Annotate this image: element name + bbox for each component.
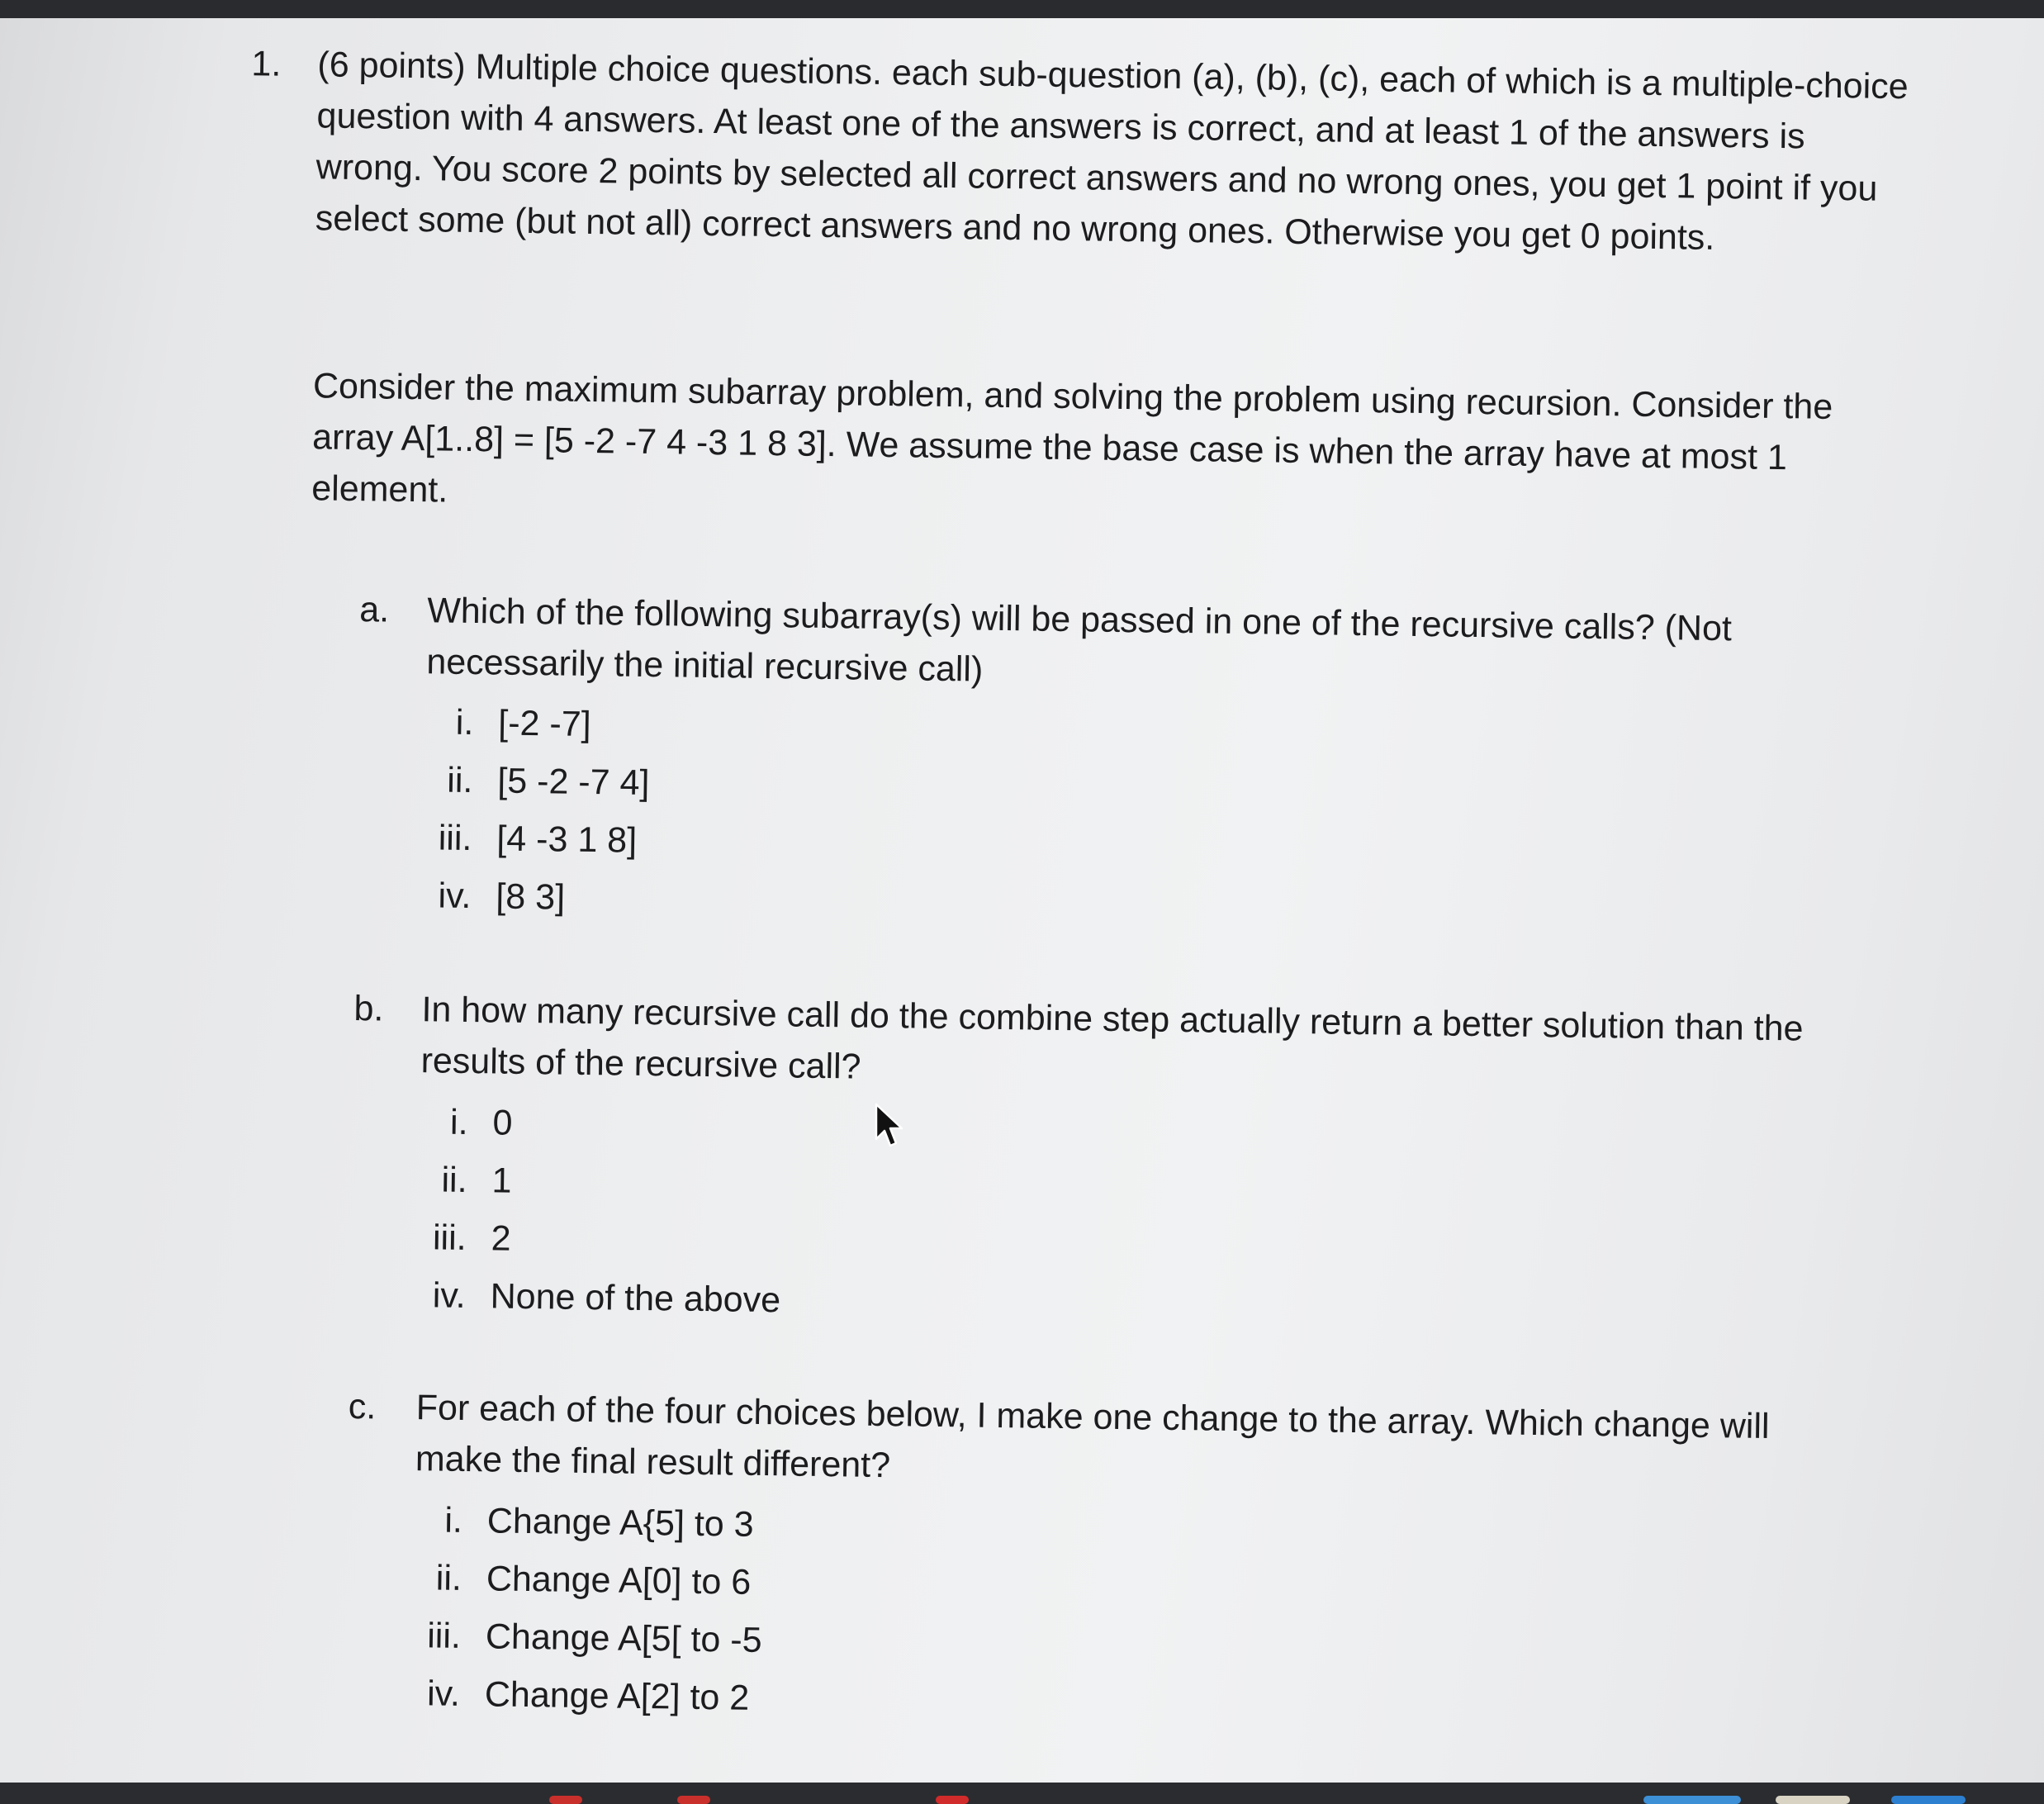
option-label: iv. — [426, 1673, 461, 1714]
subquestion-text: For each of the four choices below, I make one change to the array. Which change will make the final result different? — [415, 1388, 1770, 1486]
options-c — [410, 1494, 1404, 1740]
subquestion-b — [353, 983, 1866, 1087]
options-a — [421, 696, 1416, 942]
question-intro: (6 points) Multiple choice questions. each sub-question (a), (b), (c), each of which is a multiple-choice question with 4 answers. At least one of the answers is correct, and at least 1 of the answers is wrong. You score 2 points by selected all correct answers and no wrong ones, you get 1 point if you select some (but not all) correct answers and no wrong ones. Otherwise you get 0 points. — [315, 45, 1909, 258]
option-text: 2 — [491, 1218, 511, 1259]
option-label: ii. — [435, 1558, 462, 1598]
problem-context: Consider the maximum subarray problem, and solving the problem using recursion. Consider the array A[1..8] = [5 -2 -7 4 -3 1 8 3]. We assume the base case is when the array have at most 1 element. — [311, 366, 1833, 510]
option-label: ii. — [441, 1160, 467, 1200]
subquestion-letter: b. — [353, 989, 384, 1029]
document-page — [239, 33, 1916, 1718]
option-label: iii. — [438, 818, 472, 859]
option-label: ii. — [446, 760, 473, 801]
options-b — [415, 1096, 1410, 1341]
mouse-pointer-icon — [874, 1103, 907, 1152]
dock-app-icon — [549, 1796, 582, 1804]
option-label: iv. — [438, 876, 472, 917]
option-text: None of the above — [490, 1276, 781, 1321]
option-text: Change A[2] to 2 — [484, 1674, 750, 1718]
option-text: 1 — [491, 1161, 512, 1201]
dock-app-icon — [1776, 1796, 1850, 1804]
subquestion-text: In how many recursive call do the combine step actually return a better solution than the results of the recursive call? — [420, 990, 1804, 1087]
option-label: i. — [455, 702, 474, 743]
option-text: Change A[0] to 6 — [486, 1559, 752, 1602]
option-text: [-2 -7] — [498, 703, 592, 745]
subquestion-letter: c. — [348, 1387, 377, 1427]
subquestion-letter: a. — [358, 590, 390, 630]
question-number: 1. — [251, 44, 282, 84]
dock-app-icon — [1891, 1796, 1966, 1804]
option-text: Change A[5[ to -5 — [485, 1616, 762, 1661]
option-text: [4 -3 1 8] — [496, 819, 638, 861]
subquestion-text: Which of the following subarray(s) will be passed in one of the recursive calls? (Not necessarily the initial recursive call) — [426, 591, 1733, 690]
subquestion-a — [358, 584, 1871, 690]
option-text: [5 -2 -7 4] — [497, 761, 650, 804]
option-text: Change A{5] to 3 — [486, 1501, 754, 1545]
option-text: [8 3] — [496, 876, 566, 918]
option-label: iii. — [432, 1218, 467, 1258]
option-label: i. — [449, 1102, 468, 1142]
dock-app-icon — [1643, 1796, 1741, 1804]
top-bezel — [0, 0, 2044, 18]
option-label: i. — [444, 1500, 463, 1541]
dock-app-icon — [677, 1796, 710, 1804]
subquestion-c — [348, 1381, 1860, 1486]
option-label: iv. — [432, 1275, 467, 1316]
dock-app-icon — [936, 1796, 969, 1804]
option-label: iii. — [426, 1616, 462, 1656]
option-text: 0 — [492, 1103, 513, 1143]
